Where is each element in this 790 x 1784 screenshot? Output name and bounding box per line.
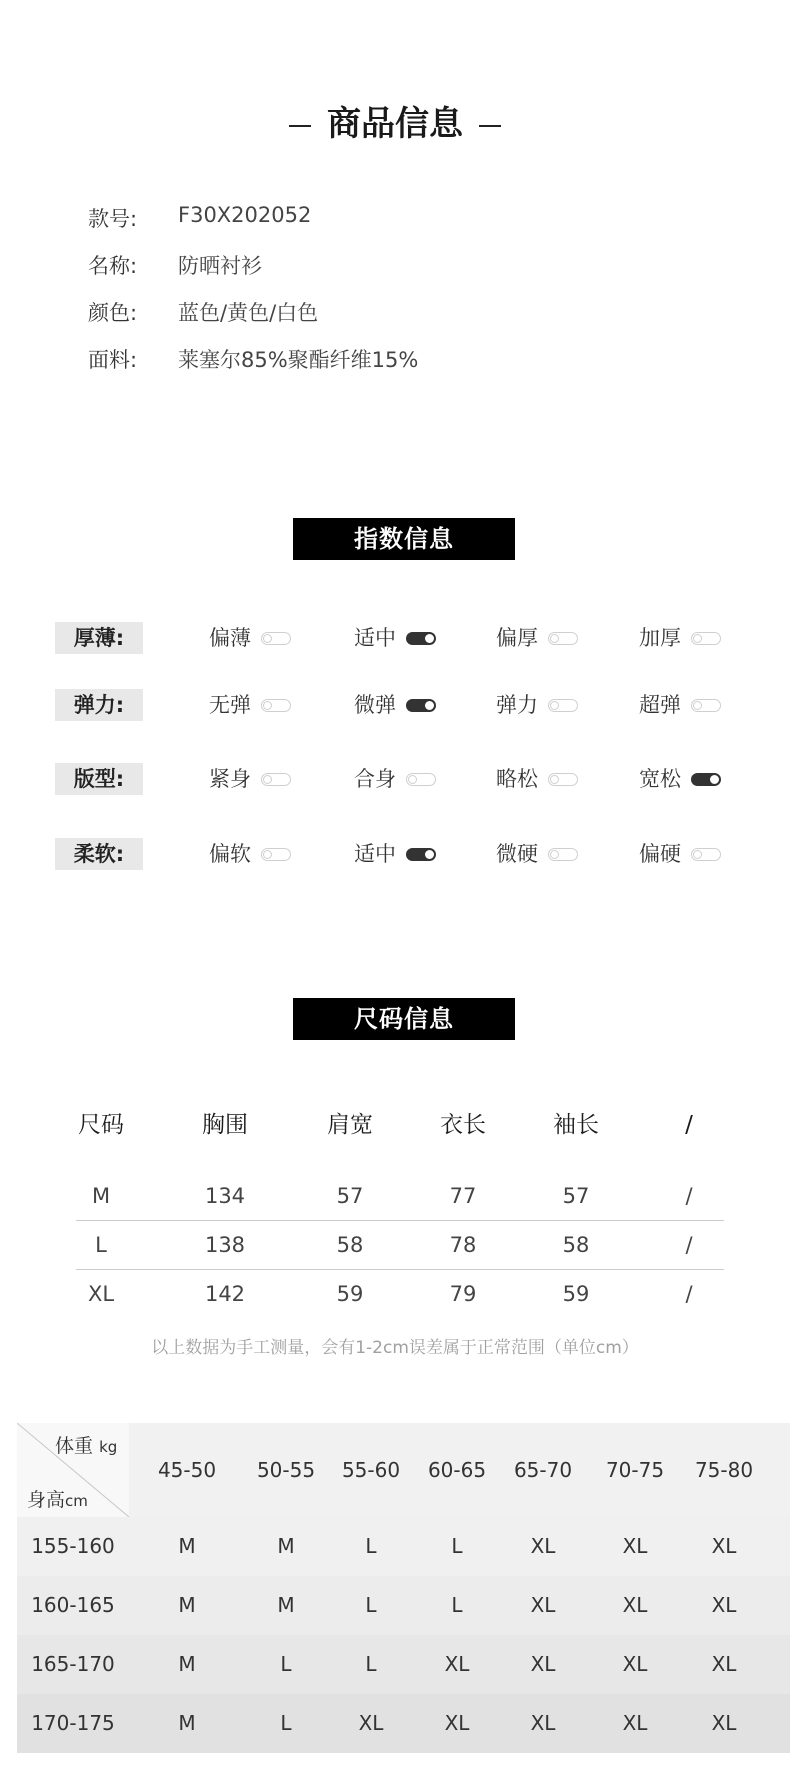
index-row-label: 厚薄: <box>55 622 143 654</box>
recommended-size-cell: XL <box>711 1593 737 1617</box>
recommended-size-cell: L <box>365 1593 377 1617</box>
info-label: 款号: <box>88 207 138 231</box>
size-cell: L <box>95 1233 107 1257</box>
index-option-label: 弹力 <box>496 693 538 717</box>
toggle-off-indicator <box>548 699 578 712</box>
table-row <box>17 1576 790 1635</box>
size-header-cell: 胸围 <box>202 1112 248 1138</box>
toggle-knob <box>550 775 559 784</box>
info-row-fabric <box>88 344 418 391</box>
size-cell: 77 <box>449 1184 477 1208</box>
weight-range-header: 75-80 <box>694 1458 754 1482</box>
index-option-label: 偏薄 <box>209 626 251 650</box>
recommended-size-cell: M <box>178 1711 196 1735</box>
height-range-cell: 170-175 <box>31 1711 115 1735</box>
toggle-knob <box>408 775 417 784</box>
toggle-off-indicator <box>261 699 291 712</box>
title-dash-left <box>289 125 311 127</box>
info-value: 蓝色/黄色/白色 <box>178 301 319 325</box>
index-option-label: 偏硬 <box>639 842 681 866</box>
toggle-knob <box>710 775 719 784</box>
weight-range-header: 60-65 <box>427 1458 487 1482</box>
index-option-label: 略松 <box>496 767 538 791</box>
toggle-knob <box>693 850 702 859</box>
size-cell: 59 <box>562 1282 590 1306</box>
recommended-size-cell: XL <box>444 1652 470 1676</box>
table-row <box>76 1221 724 1270</box>
index-option-label: 超弹 <box>639 693 681 717</box>
toggle-off-indicator <box>261 773 291 786</box>
size-header-cell: / <box>685 1112 693 1138</box>
toggle-on-indicator <box>691 773 721 786</box>
info-value: F30X202052 <box>178 203 312 227</box>
size-cell: 58 <box>336 1233 364 1257</box>
title-dash-right <box>479 125 501 127</box>
size-cell: 142 <box>204 1282 246 1306</box>
index-row-label: 弹力: <box>55 689 143 721</box>
toggle-knob <box>550 634 559 643</box>
index-option-label: 紧身 <box>209 767 251 791</box>
size-header-cell: 袖长 <box>553 1112 599 1138</box>
toggle-off-indicator <box>691 699 721 712</box>
toggle-knob <box>263 634 272 643</box>
recommended-size-cell: XL <box>622 1534 648 1558</box>
recommended-size-cell: XL <box>622 1593 648 1617</box>
recommended-size-cell: L <box>451 1593 463 1617</box>
weight-range-header: 70-75 <box>605 1458 665 1482</box>
info-label: 颜色: <box>88 301 138 325</box>
size-cell: / <box>685 1233 693 1257</box>
index-option-label: 偏软 <box>209 842 251 866</box>
index-row-label: 柔软: <box>55 838 143 870</box>
recommended-size-cell: XL <box>530 1711 556 1735</box>
table-row <box>17 1694 790 1753</box>
recommended-size-cell: L <box>280 1652 292 1676</box>
index-option-label: 无弹 <box>209 693 251 717</box>
height-range-cell: 165-170 <box>31 1652 115 1676</box>
size-info-header: 尺码信息 <box>293 998 515 1040</box>
table-row <box>17 1635 790 1694</box>
info-row-name <box>88 250 418 297</box>
index-option-label: 微硬 <box>496 842 538 866</box>
measurement-note: 以上数据为手工测量，会有1-2cm误差属于正常范围（单位cm） <box>151 1338 639 1358</box>
toggle-off-indicator <box>548 773 578 786</box>
recommended-size-cell: L <box>280 1711 292 1735</box>
weight-range-header: 50-55 <box>256 1458 316 1482</box>
recommended-size-cell: XL <box>711 1534 737 1558</box>
size-cell: 57 <box>562 1184 590 1208</box>
recommended-size-cell: XL <box>711 1652 737 1676</box>
size-header-cell: 衣长 <box>440 1112 486 1138</box>
height-label: 身高 <box>27 1489 66 1511</box>
size-cell: 79 <box>449 1282 477 1306</box>
recommended-size-cell: L <box>451 1534 463 1558</box>
index-option-label: 合身 <box>354 767 396 791</box>
toggle-knob <box>263 775 272 784</box>
size-cell: / <box>685 1282 693 1306</box>
weight-range-header: 45-50 <box>157 1458 217 1482</box>
toggle-knob <box>693 701 702 710</box>
toggle-on-indicator <box>406 699 436 712</box>
grid-rows <box>17 1517 790 1753</box>
index-row-label: 版型: <box>55 763 143 795</box>
info-row-color <box>88 297 418 344</box>
toggle-on-indicator <box>406 632 436 645</box>
info-row-style-number <box>88 203 418 250</box>
info-label: 面料: <box>88 348 138 372</box>
size-cell: 134 <box>204 1184 246 1208</box>
index-option-label: 适中 <box>354 842 396 866</box>
toggle-knob <box>263 701 272 710</box>
size-cell: 59 <box>336 1282 364 1306</box>
toggle-off-indicator <box>691 848 721 861</box>
size-cell: XL <box>87 1282 115 1306</box>
recommended-size-cell: M <box>277 1593 295 1617</box>
recommended-size-cell: M <box>178 1534 196 1558</box>
height-axis-label <box>27 1485 88 1512</box>
recommended-size-cell: XL <box>622 1652 648 1676</box>
toggle-knob <box>425 701 434 710</box>
height-unit: cm <box>65 1492 88 1510</box>
height-range-cell: 155-160 <box>31 1534 115 1558</box>
weight-axis-label <box>55 1431 117 1458</box>
recommended-size-cell: XL <box>530 1534 556 1558</box>
recommended-size-cell: XL <box>358 1711 384 1735</box>
toggle-knob <box>550 701 559 710</box>
toggle-knob <box>425 850 434 859</box>
recommended-size-cell: XL <box>530 1593 556 1617</box>
recommended-size-cell: L <box>365 1652 377 1676</box>
product-info-list <box>88 203 418 391</box>
index-row <box>55 838 755 870</box>
toggle-off-indicator <box>691 632 721 645</box>
index-option-label: 适中 <box>354 626 396 650</box>
index-row <box>55 689 755 721</box>
table-row <box>76 1270 724 1319</box>
index-option-label: 微弹 <box>354 693 396 717</box>
index-row <box>55 763 755 795</box>
recommended-size-cell: XL <box>711 1711 737 1735</box>
index-option-label: 加厚 <box>639 626 681 650</box>
recommended-size-cell: M <box>277 1534 295 1558</box>
weight-label: 体重 <box>55 1435 94 1457</box>
toggle-off-indicator <box>406 773 436 786</box>
toggle-off-indicator <box>261 632 291 645</box>
index-info-header: 指数信息 <box>293 518 515 560</box>
size-table <box>76 1100 724 1319</box>
grid-header <box>17 1423 790 1517</box>
toggle-on-indicator <box>406 848 436 861</box>
index-option-label: 宽松 <box>639 767 681 791</box>
recommended-size-cell: XL <box>444 1711 470 1735</box>
size-cell: 78 <box>449 1233 477 1257</box>
size-header-cell: 肩宽 <box>327 1112 373 1138</box>
size-cell: 57 <box>336 1184 364 1208</box>
toggle-off-indicator <box>548 632 578 645</box>
toggle-off-indicator <box>548 848 578 861</box>
product-info-title-text: 商品信息 <box>327 104 463 144</box>
product-info-title <box>0 96 790 145</box>
size-cell: M <box>91 1184 111 1208</box>
size-cell: 138 <box>204 1233 246 1257</box>
info-label: 名称: <box>88 254 138 278</box>
size-table-header <box>76 1100 724 1162</box>
recommended-size-cell: M <box>178 1593 196 1617</box>
size-recommendation-grid <box>17 1423 790 1753</box>
recommended-size-cell: L <box>365 1534 377 1558</box>
toggle-knob <box>263 850 272 859</box>
recommended-size-cell: XL <box>530 1652 556 1676</box>
info-value: 防晒衬衫 <box>178 254 262 278</box>
recommended-size-cell: XL <box>622 1711 648 1735</box>
toggle-knob <box>425 634 434 643</box>
weight-unit: kg <box>99 1438 118 1456</box>
height-range-cell: 160-165 <box>31 1593 115 1617</box>
grid-corner-cell <box>17 1423 129 1517</box>
size-cell: 58 <box>562 1233 590 1257</box>
index-option-label: 偏厚 <box>496 626 538 650</box>
weight-range-header: 65-70 <box>513 1458 573 1482</box>
recommended-size-cell: M <box>178 1652 196 1676</box>
index-row <box>55 622 755 654</box>
table-row <box>76 1172 724 1221</box>
size-header-cell: 尺码 <box>78 1112 124 1138</box>
table-row <box>17 1517 790 1576</box>
info-value: 莱塞尔85%聚酯纤维15% <box>178 348 419 372</box>
weight-range-header: 55-60 <box>341 1458 401 1482</box>
toggle-knob <box>693 634 702 643</box>
toggle-off-indicator <box>261 848 291 861</box>
size-cell: / <box>685 1184 693 1208</box>
toggle-knob <box>550 850 559 859</box>
